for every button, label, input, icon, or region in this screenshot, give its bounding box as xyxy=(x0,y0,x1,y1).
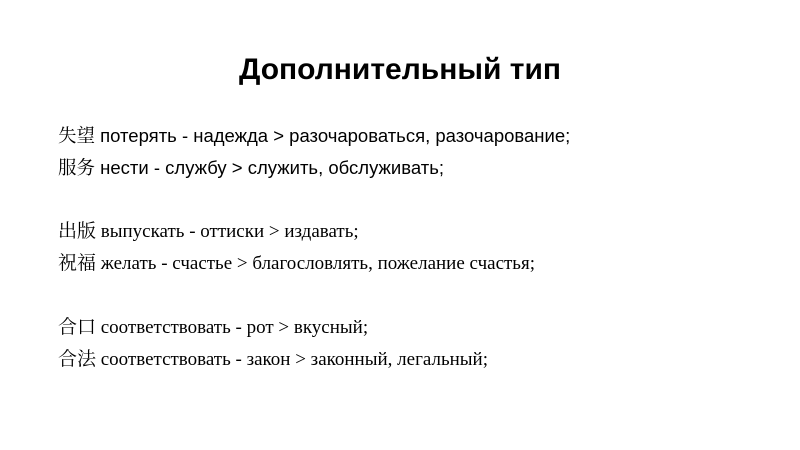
text-line: 失望 потерять - надежда > разочароваться, разочарование; xyxy=(58,125,571,146)
spacer xyxy=(58,184,778,216)
text-line: 合口 соответствовать - рот > вкусный; xyxy=(58,317,369,338)
text-line: 祝福 желать - счастье > благословлять, пожелание счастья; xyxy=(58,253,535,274)
slide-title: Дополнительный тип xyxy=(238,53,562,86)
slide-body xyxy=(58,120,778,376)
text-line: 服务 нести - службу > служить, обслуживать; xyxy=(58,157,444,178)
text-line: 合法 соответствовать - закон > законный, легальный; xyxy=(58,349,488,370)
text-line: 出版 выпускать - оттиски > издавать; xyxy=(58,221,359,242)
spacer xyxy=(58,280,778,312)
